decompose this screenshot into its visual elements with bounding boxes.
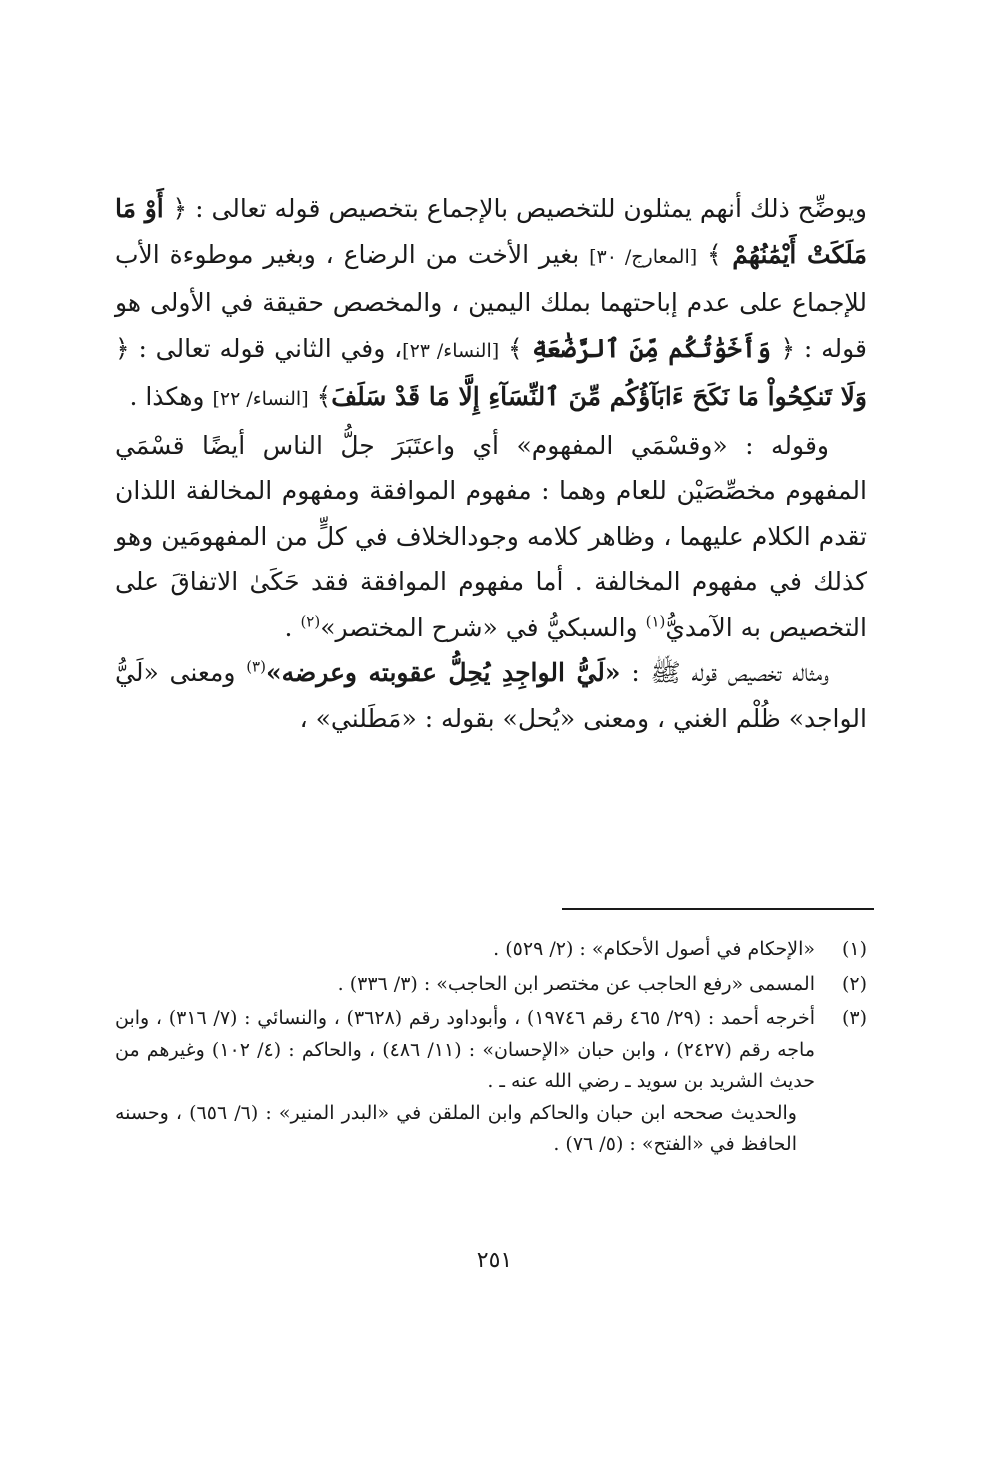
- footnote-body: [115, 969, 833, 1001]
- footnote-number: (١): [841, 938, 867, 960]
- footnote-ref-2[interactable]: (٢): [300, 612, 321, 631]
- ornate-bracket-close: ﴾: [707, 239, 722, 269]
- footnotes: [115, 934, 867, 1164]
- footnote-line: «الإحكام في أصول الأحكام» : (٢/ ٥٢٩) .: [493, 938, 815, 960]
- quran-ref-2: [النساء/ ٢٣]: [402, 339, 500, 362]
- quran-text-2: وَأَخَوَٰتُكُم مِّنَ ٱلرَّضَٰعَةِ: [532, 333, 771, 363]
- footnote-ref-3[interactable]: (٣): [246, 657, 266, 676]
- ornate-bracket-open: ﴿: [172, 194, 188, 223]
- footnote-divider: [562, 908, 874, 910]
- paragraph-3: [115, 650, 867, 741]
- footnote-2: [115, 969, 867, 1001]
- p3-text-b: ومعنى «لَيُّ الواجد» ظُلْم الغني ، ومعنى «يُحل» بقوله : «مَطَلني» ،: [115, 658, 867, 733]
- footnote-number: (٣): [841, 1007, 867, 1029]
- p1-line2: بغير الأخت من الرضاع ، وبغير موطوءة الأب للإجماع على عدم إباحتهما بملك اليمين ، والمخصص حقيقة في الأولى هو قوله :: [115, 239, 867, 363]
- quran-verse-2: [508, 334, 795, 363]
- footnote-body: [115, 934, 833, 966]
- p2-text-b: والسبكيُّ في «شرح المختصر»: [320, 612, 638, 642]
- p1-end: وهكذا .: [129, 382, 205, 411]
- footnote-line: المسمى «رفع الحاجب عن مختصر ابن الحاجب» : (٣/ ٣٣٦) .: [337, 972, 815, 995]
- p1-mid: ، وفي الثاني قوله تعالى :: [138, 333, 403, 363]
- quran-text-3: وَلَا تَنكِحُواْ مَا نَكَحَ ءَابَآؤُكُم مِّنَ ٱلنِّسَآءِ إِلَّا مَا قَدْ سَلَفَ: [331, 382, 867, 411]
- ornate-bracket-open: ﴿: [780, 333, 796, 363]
- ornate-bracket-close: ﴾: [507, 333, 523, 363]
- quran-text-1: أَوْ مَا مَلَكَتْ أَيْمَٰنُهُمْ: [115, 194, 867, 269]
- hadith-quote: «لَيُّ الواجِدِ يُحِلُّ عقوبته وعرضه»: [265, 658, 621, 687]
- quran-ref-1: [المعارج/ ٣٠]: [589, 245, 698, 268]
- footnote-line: أخرجه أحمد : (٢٩/ ٤٦٥ رقم ١٩٧٤٦) ، وأبوداود رقم (٣٦٢٨) ، والنسائي : (٧/ ٣١٦) ، وابن ماجه رقم (٢٤٢٧) ، وابن حبان «الإحسان» : (١١/ ٤٨٦) ، والحاكم : (٤/ ١٠٢) وغيرهم من حديث الشريد بن سويد ـ رضي الله عنه ـ .: [115, 1007, 816, 1092]
- page-number: ٢٥١: [476, 1248, 513, 1273]
- p2-text-a: وقوله : «وقسْمَي المفهوم» أي واعتَبَرَ جلُّ الناس أيضًا قسْمَي المفهوم مخصِّصَيْن للعام وهما : مفهوم الموافقة ومفهوم المخالفة اللذان تقدم الكلام عليهما ، وظاهر كلامه وجودالخلاف في كلٍّ من المفهومَين وهو كذلك في مفهوم المخالفة . أما مفهوم الموافقة فقد حَكَىٰ الاتفاقَ على التخصيص به الآمديُّ: [115, 430, 867, 642]
- p2-text-c: .: [284, 612, 293, 642]
- paragraph-1: [115, 186, 867, 423]
- main-text: [115, 186, 867, 741]
- footnote-line: والحديث صححه ابن حبان والحاكم وابن الملقن في «البدر المنير» : (٦/ ٦٥٦) ، وحسنه الحافظ في «الفتح» : (٥/ ٧٦) .: [115, 1101, 797, 1155]
- ornate-bracket-open: ﴿: [115, 333, 130, 363]
- paragraph-2: [115, 423, 867, 651]
- footnote-number: (٢): [841, 972, 867, 995]
- p3-text-a: ومثاله تخصيص قوله ﷺ :: [631, 658, 830, 687]
- footnote-3: [115, 1003, 867, 1161]
- ornate-bracket-close: ﴾: [316, 382, 332, 411]
- p1-line1: ويوضِّح ذلك أنهم يمثلون للتخصيص بالإجماع بتخصيص قوله تعالى :: [195, 194, 867, 223]
- footnote-ref-1[interactable]: (١): [645, 612, 666, 631]
- quran-ref-3: [النساء/ ٢٢]: [212, 388, 309, 410]
- footnote-1: [115, 934, 867, 966]
- footnote-body: [115, 1003, 833, 1161]
